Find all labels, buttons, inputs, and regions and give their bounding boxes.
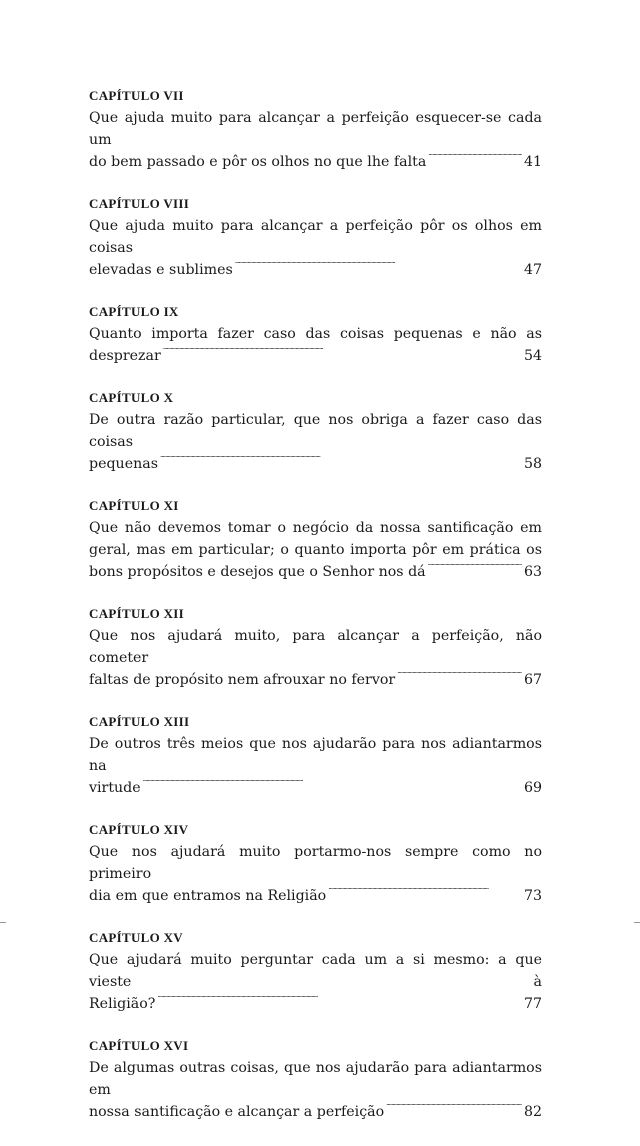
chapter-title [89, 841, 542, 907]
toc-entry [89, 498, 542, 583]
chapter-heading: CAPÍTULO XII [89, 606, 184, 621]
title-line: do bem passado e pôr os olhos no que lhe falta [89, 154, 427, 170]
title-line: pequenas [89, 456, 158, 472]
chapter-title [89, 215, 542, 281]
title-last-line [89, 151, 542, 173]
dot-leader [428, 562, 522, 576]
chapter-title [89, 323, 542, 367]
chapter-heading: CAPÍTULO XIII [89, 714, 190, 729]
title-line: dia em que entramos na Religião [89, 888, 327, 904]
page-number: 47 [523, 262, 542, 278]
title-last-line [89, 885, 542, 907]
dot-leader [157, 994, 522, 1008]
chapter-title [89, 733, 542, 799]
chapter-heading: CAPÍTULO IX [89, 304, 179, 319]
title-line: Que nos ajudará muito, para alcançar a perfeição, não cometer [89, 628, 542, 666]
page-number: 73 [523, 888, 542, 904]
title-line: virtude [89, 780, 141, 796]
dot-leader [143, 778, 522, 792]
title-line: Que ajudará muito perguntar cada um a si mesmo: a que vieste à [89, 952, 542, 990]
page-number: 82 [523, 1104, 542, 1120]
dot-leader [235, 260, 522, 274]
title-line: desprezar [89, 348, 161, 364]
title-last-line [89, 993, 542, 1015]
title-line: Que nos ajudará muito portarmo-nos sempre como no primeiro [89, 844, 542, 882]
chapter-title [89, 517, 542, 583]
page-number: 54 [523, 348, 542, 364]
title-last-line [89, 561, 542, 583]
title-line: De outra razão particular, que nos obriga a fazer caso das coisas [89, 412, 542, 450]
chapter-title [89, 107, 542, 173]
title-last-line [89, 777, 542, 799]
title-line: elevadas e sublimes [89, 262, 233, 278]
title-line: De algumas outras coisas, que nos ajudarão para adiantarmos em [89, 1060, 542, 1098]
chapter-title [89, 1057, 542, 1123]
title-last-line [89, 345, 542, 367]
dot-leader [386, 1102, 522, 1116]
chapter-heading: CAPÍTULO XV [89, 930, 183, 945]
page-number: 77 [523, 996, 542, 1012]
title-line: bons propósitos e desejos que o Senhor nos dá [89, 564, 426, 580]
chapter-heading: CAPÍTULO X [89, 390, 174, 405]
page-number: 63 [523, 564, 542, 580]
chapter-heading: CAPÍTULO VII [89, 88, 184, 103]
title-last-line [89, 259, 542, 281]
title-line: Que ajuda muito para alcançar a perfeição esquecer-se cada um [89, 110, 542, 148]
title-last-line [89, 1101, 542, 1123]
toc-entry [89, 822, 542, 907]
title-line: Religião? [89, 996, 156, 1012]
chapter-heading: CAPÍTULO VIII [89, 196, 190, 211]
crop-mark [0, 922, 6, 923]
dot-leader [397, 670, 522, 684]
chapter-heading: CAPÍTULO XVI [89, 1038, 189, 1053]
toc-entry [89, 606, 542, 691]
chapter-title [89, 949, 542, 1015]
title-line: nossa santificação e alcançar a perfeição [89, 1104, 385, 1120]
toc-entry [89, 304, 542, 367]
chapter-title [89, 625, 542, 691]
page-number: 41 [523, 154, 542, 170]
page-number: 69 [523, 780, 542, 796]
title-line: De outros três meios que nos ajudarão para nos adiantarmos na [89, 736, 542, 774]
toc-entry [89, 196, 542, 281]
dot-leader [428, 152, 522, 166]
title-line: faltas de propósito nem afrouxar no fervor [89, 672, 396, 688]
table-of-contents [89, 88, 542, 1146]
title-line: Que não devemos tomar o negócio da nossa santificação em [89, 520, 542, 536]
toc-entry [89, 88, 542, 173]
dot-leader [328, 886, 522, 900]
toc-entry [89, 1038, 542, 1123]
chapter-heading: CAPÍTULO XIV [89, 822, 189, 837]
title-last-line [89, 453, 542, 475]
title-line: Que ajuda muito para alcançar a perfeição pôr os olhos em coisas [89, 218, 542, 256]
toc-entry [89, 930, 542, 1015]
dot-leader [163, 346, 522, 360]
title-line: geral, mas em particular; o quanto importa pôr em prática os [89, 542, 542, 558]
crop-mark [634, 922, 640, 923]
page-number: 58 [523, 456, 542, 472]
chapter-title [89, 409, 542, 475]
dot-leader [160, 454, 522, 468]
title-line: Quanto importa fazer caso das coisas pequenas e não as [89, 326, 542, 342]
page-number: 67 [523, 672, 542, 688]
toc-entry [89, 390, 542, 475]
toc-entry [89, 714, 542, 799]
chapter-heading: CAPÍTULO XI [89, 498, 179, 513]
title-last-line [89, 669, 542, 691]
